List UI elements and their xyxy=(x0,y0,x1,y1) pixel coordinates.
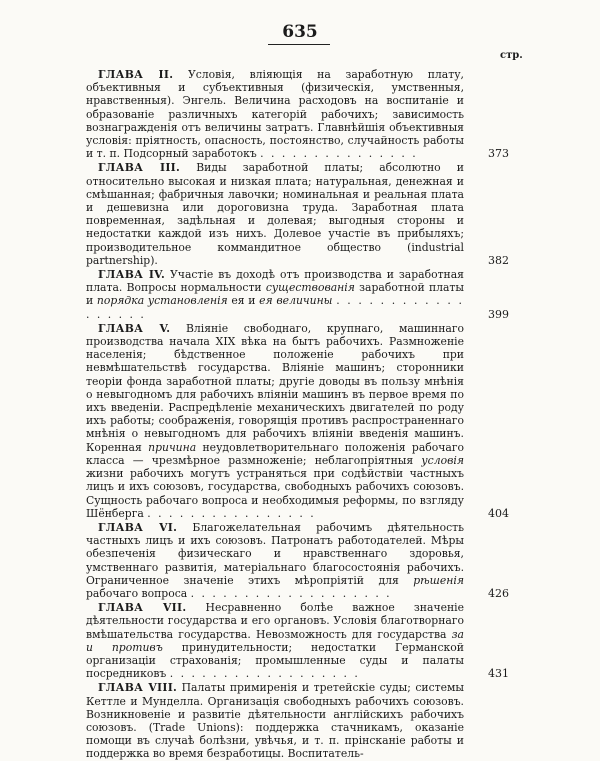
leader-dots: . . . . . . . . . . . . . . . . . . xyxy=(169,667,360,681)
chapter-summary: Вліяніе свободнаго, крупнаго, машиннаго производства начала XIX вѣка на бытъ рабочихъ. Размноженіе населенія; бѣдственное положеніе рабочихъ при невмѣшательствѣ государства. Вліяніе машинъ; сторонники теоріи фонда заработной платы; другіе доводы въ пользу мнѣнія о невыгодномъ для рабочихъ вліяніи машинъ въ первое время по ихъ введеніи. Распредѣленіе механическихъ двигателей по роду ихъ работы; соображенія, говорящія противъ распространеннаго мнѣнія о невыгодномъ для рабочихъ вліяніи введенія машинъ. Коренная xyxy=(86,321,465,454)
emphasis-text: причина xyxy=(148,440,197,454)
chapter-summary: Несравненно болѣе важное значеніе дѣятельности государства и его органовъ. Условія благотворнаго вмѣшательства государства. Невозможность для государства xyxy=(86,601,465,641)
chapter-heading: ГЛАВА V. xyxy=(98,321,171,335)
emphasis-text: за и противъ xyxy=(86,627,464,654)
toc-entry-chapter-6 xyxy=(86,520,509,600)
page-reference: 373 xyxy=(488,147,509,161)
chapter-heading: ГЛАВА VIII. xyxy=(98,681,178,695)
toc-entry-chapter-3 xyxy=(86,161,509,267)
chapter-heading: ГЛАВА IV. xyxy=(98,268,166,282)
table-of-contents xyxy=(86,68,509,761)
leader-dots: . . . . . . . . . . . . . . . . . . . xyxy=(190,586,392,600)
emphasis-text: ея величины xyxy=(259,294,333,308)
chapter-summary: Благожелательная рабочимъ дѣятельность частныхъ лицъ и ихъ союзовъ. Патронатъ работодателей. Мѣры обезпеченія физическаго и нравственнаго здоровья, умственнаго развитія, матеріальнаго благосостоянія рабочихъ. Ограниченное значеніе этихъ мѣропріятій для xyxy=(86,520,464,587)
emphasis-text: порядка установленія xyxy=(96,294,228,308)
chapter-summary-cont: заработной платы и xyxy=(86,281,464,308)
chapter-heading: ГЛАВА VII. xyxy=(98,601,187,615)
page-reference: 399 xyxy=(488,307,509,321)
chapter-heading: ГЛАВА III. xyxy=(98,161,181,175)
page-number-rule xyxy=(268,44,330,45)
emphasis-text: рѣшенія xyxy=(413,573,464,587)
emphasis-text: условія xyxy=(421,453,464,467)
toc-entry-chapter-5 xyxy=(86,321,509,520)
page-number: 635 xyxy=(282,22,318,42)
toc-entry-chapter-4 xyxy=(86,268,509,321)
toc-entry-chapter-7 xyxy=(86,601,509,681)
chapter-summary-cont: неудовлетворительнаго положенія рабочаго класса — чрезмѣрное размноженіе; неблагопріятныя xyxy=(86,440,464,467)
page-reference: 426 xyxy=(488,586,509,600)
toc-entry-chapter-8 xyxy=(86,681,464,760)
chapter-summary: Палаты примиренія и третейскіе суды; системы Кеттле и Мунделла. Организація свободныхъ рабочихъ союзовъ. Возникновеніе и развитіе дѣятельности англійскихъ рабочихъ союзовъ. (Trade Unions): поддержка стачникамъ, оказаніе помощи въ случаѣ болѣзни, увѣчья, и т. п. прінсканіе работы и поддержка во время безработицы. Воспитатель- xyxy=(86,681,465,761)
chapter-summary: Условія, вліяющія на заработную плату, объективныя и субъективныя (физическія, умственныя, нравственныя). Энгель. Величина расходовъ на воспитаніе и образованіе различныхъ категорій рабочихъ; зависимость вознагражденія отъ величины затратъ. Главнѣйшія объективныя условія: пріятность, опасность, постоянство, случайность работы и т. п. Подсорный заработокъ xyxy=(86,68,464,161)
leader-dots: . . . . . . . . . . . . . . . . . . xyxy=(86,294,464,321)
leader-dots: . . . . . . . . . . . . . . . . xyxy=(147,506,316,520)
chapter-summary-cont: ея и xyxy=(227,294,260,308)
chapter-summary-cont: рабочаго вопроса xyxy=(86,586,188,600)
leader-dots: . . . . . . . . . . . . . . . xyxy=(260,147,418,161)
page-reference: 404 xyxy=(488,506,509,520)
chapter-summary: Участіе въ доходѣ отъ производства и заработная плата. Вопросы нормальности xyxy=(86,268,464,295)
chapter-heading: ГЛАВА VI. xyxy=(98,520,178,534)
chapter-summary-cont: жизни рабочихъ могутъ устраняться при содѣйствіи частныхъ лицъ и ихъ союзовъ, государства, свободныхъ рабочихъ союзовъ. Сущность рабочаго вопроса и необходимыя реформы, по взгляду Шёнберга xyxy=(86,467,464,520)
page-reference: 431 xyxy=(488,667,509,681)
chapter-heading: ГЛАВА II. xyxy=(98,68,174,81)
chapter-summary: Виды заработной платы; абсолютно и относительно высокая и низкая плата; натуральная, денежная и смѣшанная; фабричныя лавочки; номинальная и реальная плата и дешевизна или дороговизна труда. Заработная плата поврeменная, задѣльная и долевая; выгодныя стороны и недостатки каждой изъ нихъ. Долевое участіе въ прибыляхъ; производительное коммандитное общество (industrial partnership). xyxy=(86,161,464,267)
chapter-summary-cont: принудительности; недостатки Германской организаціи страхованія; промышленные суды и палаты посредниковъ xyxy=(86,640,464,681)
page-column-header: стр. xyxy=(500,50,523,61)
emphasis-text: существованія xyxy=(265,281,355,295)
page-reference: 382 xyxy=(488,253,509,267)
toc-entry-chapter-2 xyxy=(86,68,509,161)
